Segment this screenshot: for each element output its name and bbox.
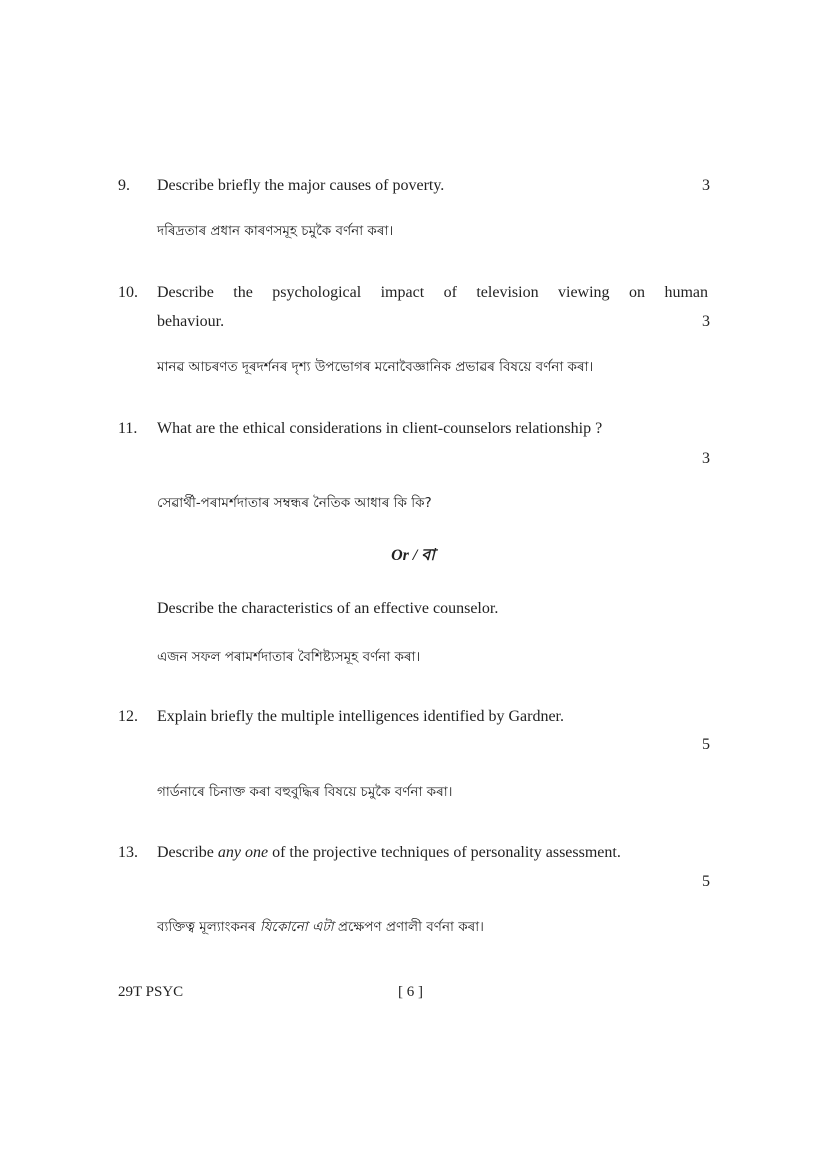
question-text: Explain briefly the multiple intelligences identified by Gardner.: [157, 708, 564, 725]
question-marks: 5: [702, 873, 710, 890]
question-text-line1: Describe the psychological impact of television viewing on human: [157, 284, 708, 301]
question-text-assamese: [157, 917, 484, 937]
alternative-question-assamese: এজন সফল পৰামৰ্শদাতাৰ বৈশিষ্ট্যসমূহ বৰ্ণনা কৰা।: [157, 649, 421, 665]
question-text-assamese: সেৱাৰ্থী-পৰামৰ্শদাতাৰ সম্বন্ধৰ নৈতিক আধাৰ কি কি?: [157, 495, 432, 511]
assamese-pre: ব্যক্তিত্ব মূল্যাংকনৰ: [157, 919, 260, 935]
paper-code: 29T PSYC: [118, 984, 184, 1000]
question-text-line2: behaviour.: [157, 313, 225, 330]
question-number: 11.: [118, 420, 138, 437]
question-marks: 3: [702, 313, 710, 330]
page-number: [ 6 ]: [398, 984, 423, 1000]
or-separator: Or / বা: [391, 547, 435, 564]
question-text: [157, 843, 621, 863]
question-marks: 5: [702, 736, 710, 753]
question-number: 13.: [118, 844, 138, 861]
question-number: 9.: [118, 177, 130, 194]
question-number: 10.: [118, 284, 138, 301]
alternative-question-text: Describe the characteristics of an effective counselor.: [157, 600, 499, 617]
question-text-assamese: গাৰ্ডনাৰে চিনাক্ত কৰা বহুবুদ্ধিৰ বিষয়ে চমুকৈ বৰ্ণনা কৰা।: [157, 784, 453, 800]
question-text-assamese: মানৱ আচৰণত দূৰদৰ্শনৰ দৃশ্য উপভোগৰ মনোবৈজ্ঞানিক প্ৰভাৱৰ বিষয়ে বৰ্ণনা কৰা।: [157, 359, 594, 375]
question-text: Describe briefly the major causes of poverty.: [157, 177, 445, 194]
assamese-emphasis: যিকোনো এটা: [259, 919, 334, 935]
text-post: of the projective techniques of personality assessment.: [268, 844, 621, 861]
question-marks: 3: [702, 450, 710, 467]
question-text: What are the ethical considerations in client-counselors relationship ?: [157, 420, 603, 437]
assamese-post: প্ৰক্ষেপণ প্ৰণালী বৰ্ণনা কৰা।: [333, 919, 484, 935]
text-emphasis: any one: [217, 844, 269, 861]
text-pre: Describe: [157, 844, 218, 861]
question-text-assamese: দৰিদ্ৰতাৰ প্ৰধান কাৰণসমূহ চমুকৈ বৰ্ণনা কৰা।: [157, 223, 394, 239]
question-marks: 3: [702, 177, 710, 194]
question-number: 12.: [118, 708, 138, 725]
